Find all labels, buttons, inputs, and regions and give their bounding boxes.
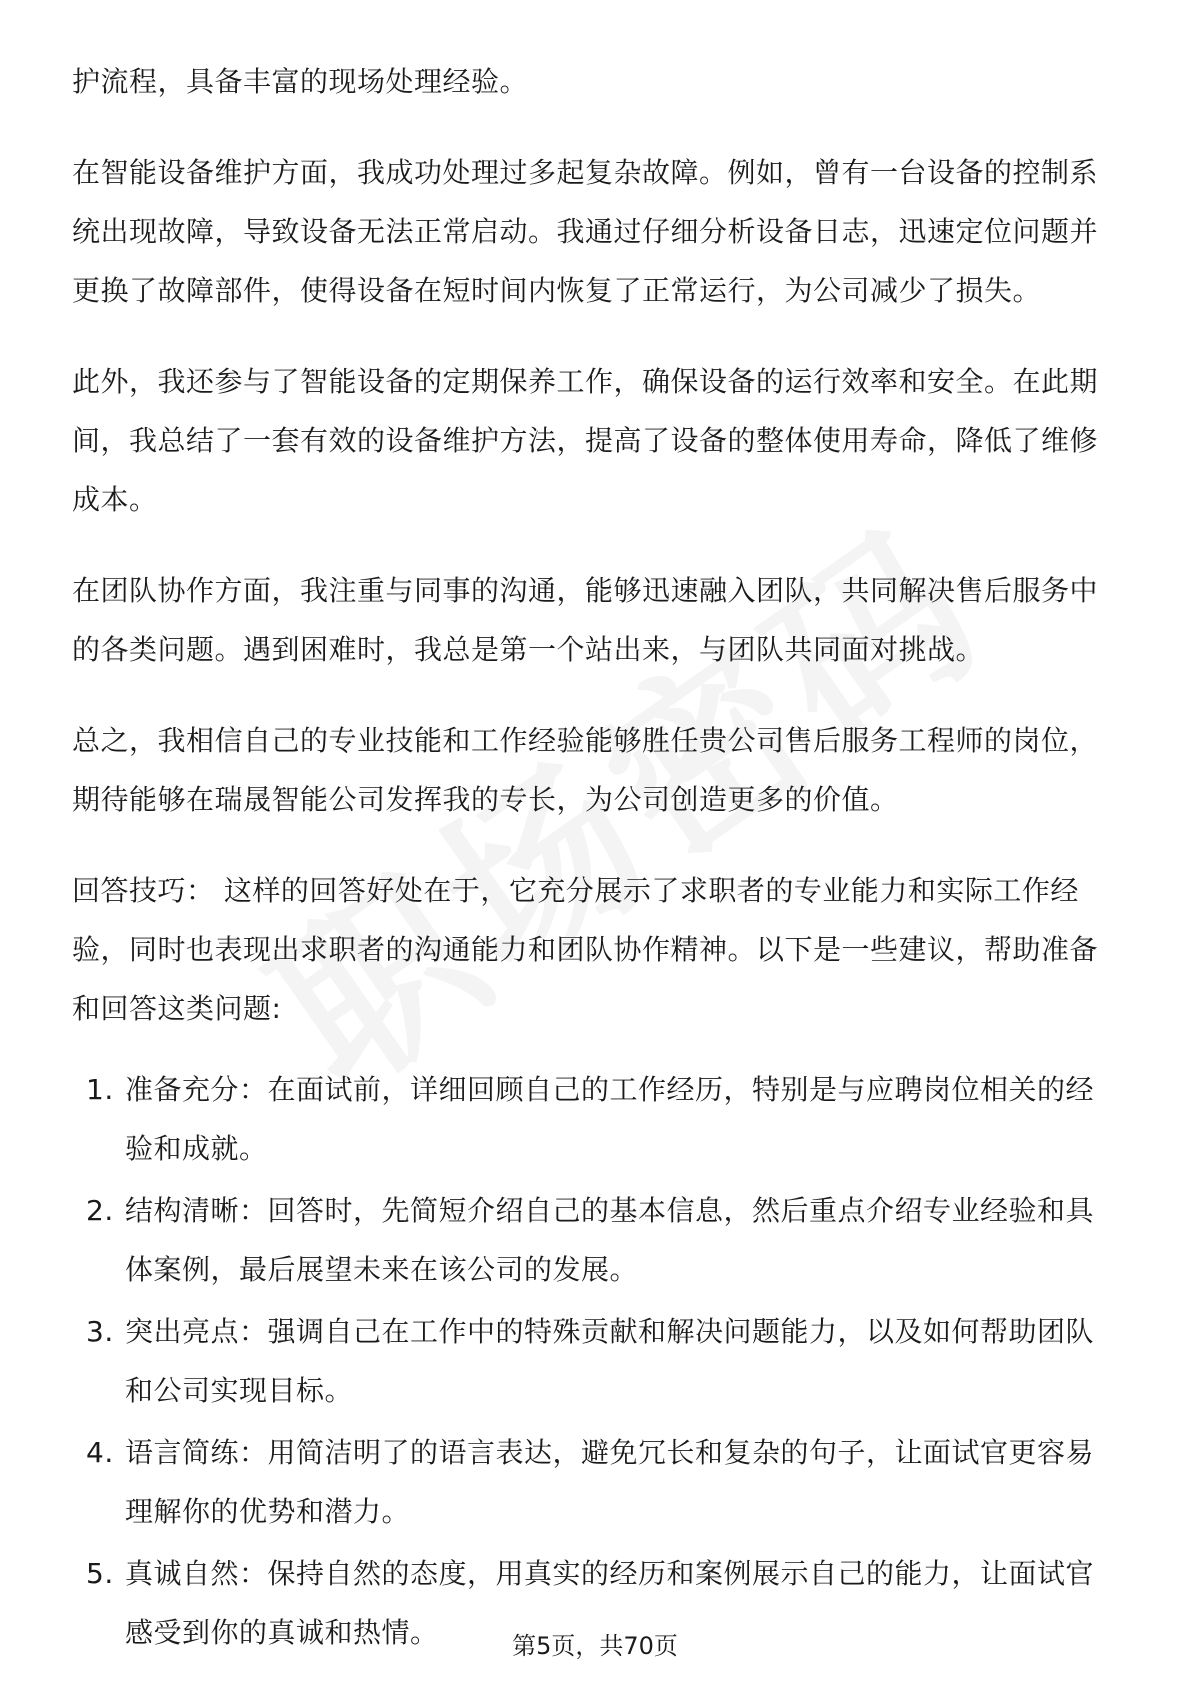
paragraph: 此外，我还参与了智能设备的定期保养工作，确保设备的运行效率和安全。在此期间，我总结了一套有效的设备维护方法，提高了设备的整体使用寿命，降低了维修成本。 xyxy=(72,365,1099,516)
list-item-text: 突出亮点：强调自己在工作中的特殊贡献和解决问题能力，以及如何帮助团队和公司实现目标。 xyxy=(125,1315,1095,1407)
paragraph: 总之，我相信自己的专业技能和工作经验能够胜任贵公司售后服务工程师的岗位，期待能够在瑞晟智能公司发挥我的专长，为公司创造更多的价值。 xyxy=(72,724,1099,816)
list-number: 1. xyxy=(86,1073,114,1106)
list-item xyxy=(72,1302,1118,1420)
page-content xyxy=(72,52,1118,1665)
list-number: 2. xyxy=(86,1194,114,1227)
list-item xyxy=(72,1060,1118,1178)
page-number-footer: 第5页，共70页 xyxy=(512,1632,678,1660)
paragraph: 护流程，具备丰富的现场处理经验。 xyxy=(72,65,529,98)
list-item-text: 语言简练：用简洁明了的语言表达，避免冗长和复杂的句子，让面试官更容易理解你的优势和潜力。 xyxy=(125,1436,1095,1528)
paragraph: 在团队协作方面，我注重与同事的沟通，能够迅速融入团队，共同解决售后服务中的各类问题。遇到困难时，我总是第一个站出来，与团队共同面对挑战。 xyxy=(72,574,1099,666)
list-item-text: 真诚自然：保持自然的态度，用真实的经历和案例展示自己的能力，让面试官感受到你的真诚和热情。 xyxy=(125,1557,1095,1649)
list-item xyxy=(72,1181,1118,1299)
tips-intro: 回答技巧： 这样的回答好处在于，它充分展示了求职者的专业能力和实际工作经验，同时也表现出求职者的沟通能力和团队协作精神。以下是一些建议，帮助准备和回答这类问题: xyxy=(72,874,1099,1025)
list-number: 4. xyxy=(86,1436,114,1469)
paragraph: 在智能设备维护方面，我成功处理过多起复杂故障。例如，曾有一台设备的控制系统出现故障，导致设备无法正常启动。我通过仔细分析设备日志，迅速定位问题并更换了故障部件，使得设备在短时间内恢复了正常运行，为公司减少了损失。 xyxy=(72,156,1099,307)
list-number: 5. xyxy=(86,1557,114,1590)
tips-list xyxy=(72,1060,1118,1662)
list-item xyxy=(72,1423,1118,1541)
list-item-text: 结构清晰：回答时，先简短介绍自己的基本信息，然后重点介绍专业经验和具体案例，最后展望未来在该公司的发展。 xyxy=(125,1194,1095,1286)
list-number: 3. xyxy=(86,1315,114,1348)
list-item-text: 准备充分：在面试前，详细回顾自己的工作经历，特别是与应聘岗位相关的经验和成就。 xyxy=(125,1073,1095,1165)
